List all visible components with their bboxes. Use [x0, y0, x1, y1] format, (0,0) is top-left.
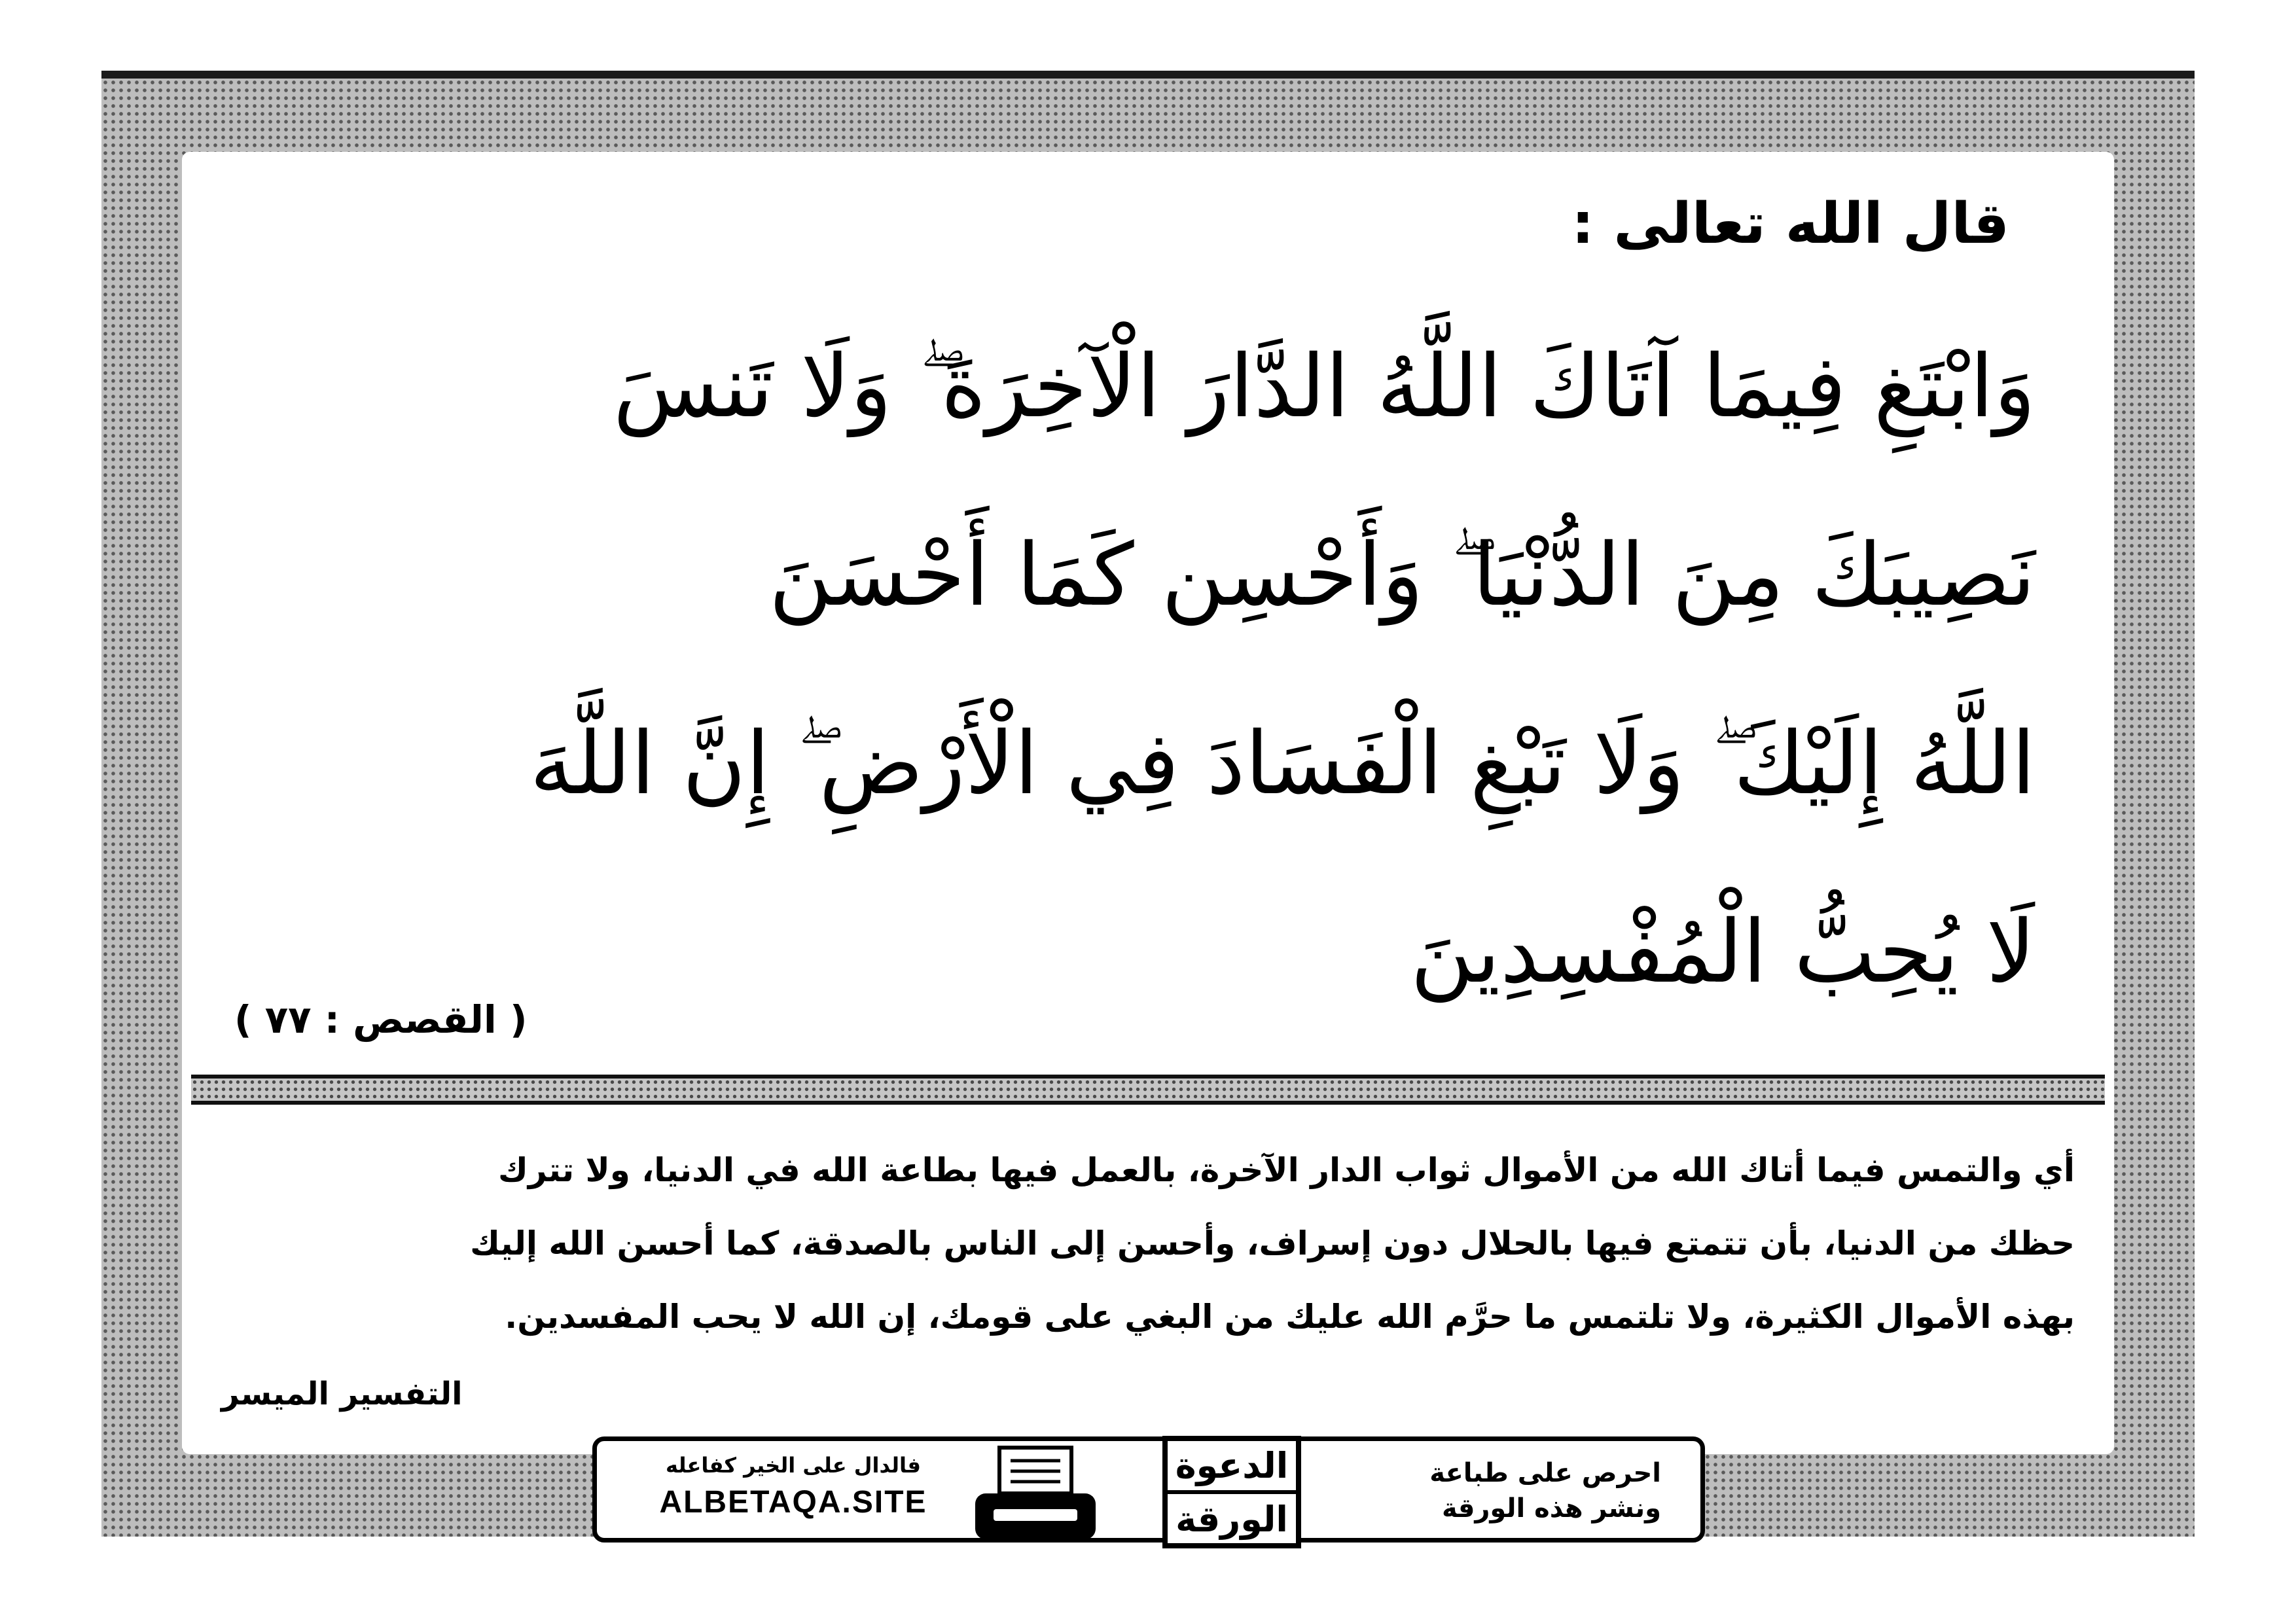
tafsir-line: حظك من الدنيا، بأن تتمتع فيها بالحلال دون إسراف، وأحسن إلى الناس بالصدقة، كما أحسن الله إليك [470, 1224, 2075, 1262]
printer-icon [970, 1445, 1101, 1543]
intro-heading: قال الله تعالى : [1571, 191, 2009, 257]
slogan-line: احرص على طباعة [1429, 1458, 1661, 1488]
tafsir-line: بهذه الأموال الكثيرة، ولا تلتمس ما حرَّم الله عليك من البغي على قومك، إن الله لا يحب المفسدين. [505, 1298, 2075, 1336]
site-info [649, 1453, 937, 1520]
site-tagline: فالدال على الخير كفاعله [666, 1453, 921, 1478]
tafsir-line: أي والتمس فيما أتاك الله من الأموال ثواب الدار الآخرة، بالعمل فيها بطاعة الله في الدنيا، ولا تترك [498, 1151, 2075, 1189]
tafsir-text [254, 1133, 2075, 1353]
site-url[interactable]: ALBETAQA.SITE [659, 1485, 927, 1520]
tafsir-source: التفسير الميسر [221, 1376, 463, 1412]
footer-banner [592, 1436, 1705, 1543]
content-card [182, 152, 2114, 1454]
verse-reference: ( القصص : ٧٧ ) [234, 997, 528, 1042]
section-divider [191, 1075, 2105, 1105]
verse-line: اللَّهُ إِلَيْكَ ۖ وَلَا تَبْغِ الْفَسَادَ فِي الْأَرْضِ ۖ إِنَّ اللَّهَ [529, 713, 2036, 814]
verse-line: لَا يُحِبُّ الْمُفْسِدِينَ [1410, 902, 2036, 1003]
logo-text-top: الدعوة [1175, 1445, 1289, 1486]
slogan [1429, 1455, 1661, 1526]
verse-line: وَابْتَغِ فِيمَا آتَاكَ اللَّهُ الدَّارَ الْآخِرَةَ ۖ وَلَا تَنسَ [613, 336, 2036, 437]
albetaqa-logo-icon [1160, 1433, 1304, 1551]
quran-verse [254, 293, 2036, 1046]
verse-line: نَصِيبَكَ مِنَ الدُّنْيَا ۖ وَأَحْسِن كَمَا أَحْسَنَ [768, 525, 2036, 626]
slogan-line: ونشر هذه الورقة [1441, 1493, 1661, 1524]
logo-text-bottom: الورقة [1175, 1499, 1288, 1540]
